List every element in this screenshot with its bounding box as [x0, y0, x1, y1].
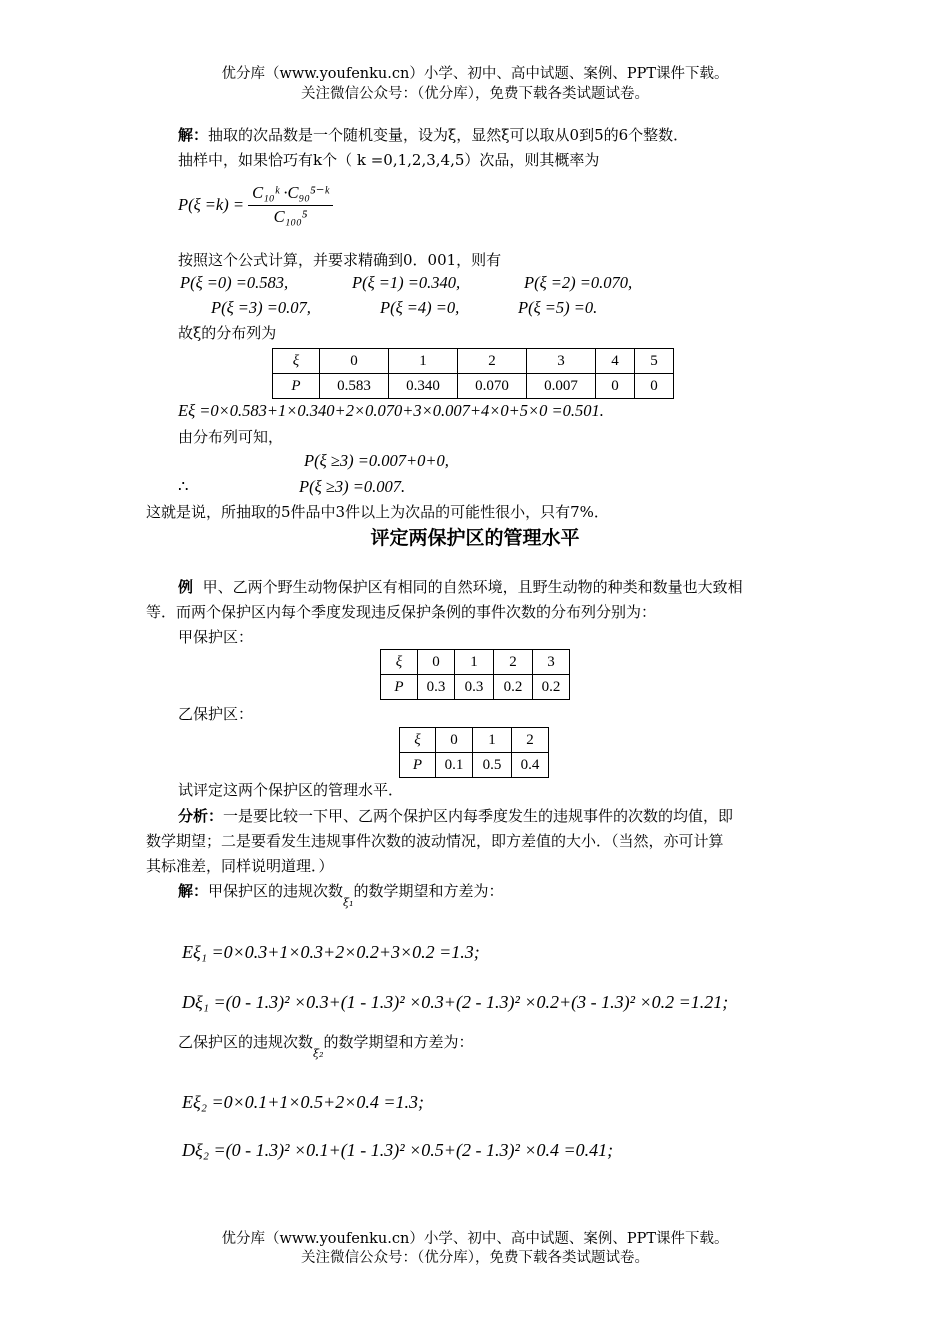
distribution-label: 故ξ的分布列为	[178, 324, 277, 342]
section-title: 评定两保护区的管理水平	[370, 527, 580, 549]
table-cell: 5	[635, 349, 674, 374]
table-reserve-b	[399, 727, 549, 778]
table-cell: 0.4	[512, 753, 549, 778]
table-cell: 2	[512, 728, 549, 753]
prob-k5: P(ξ =5) =0.	[518, 298, 598, 317]
table-cell: 0	[320, 349, 389, 374]
solution-b-post: 的数学期望和方差为：	[323, 1033, 474, 1051]
table-cell: 2	[494, 650, 533, 675]
prob-k2: P(ξ =2) =0.070,	[524, 273, 633, 292]
formula-numerator: C₁₀ᵏ ·C₉₀⁵⁻ᵏ	[248, 184, 333, 206]
example-line-1	[178, 579, 743, 596]
table-cell: 0.2	[533, 675, 570, 700]
table-reserve-a	[380, 649, 570, 700]
sampling-line: 抽样中，如果恰巧有k个（ k =0,1,2,3,4,5）次品，则其概率为	[178, 151, 600, 169]
table-row	[400, 753, 549, 778]
table-cell: ξ	[381, 650, 418, 675]
solution-intro	[178, 127, 688, 144]
question-line: 试评定这两个保护区的管理水平．	[178, 781, 404, 799]
compute-line: 按照这个公式计算，并要求精确到0．001，则有	[178, 251, 502, 269]
prob-k0: P(ξ =0) =0.583,	[180, 273, 289, 292]
solution-label-2: 解：	[178, 882, 209, 900]
table-cell: ξ	[273, 349, 320, 374]
table-cell: 0.3	[418, 675, 455, 700]
variance-a: Dξ₁ =(0 - 1.3)² ×0.3+(1 - 1.3)² ×0.3+(2 - 1.3)² ×0.2+(3 - 1.3)² ×0.2 =1.21;	[182, 992, 729, 1012]
table-cell: 0.340	[389, 374, 458, 399]
xi2-symbol: ξ₂	[313, 1047, 324, 1060]
example-text-1: 甲、乙两个野生动物保护区有相同的自然环境，且野生动物的种类和数量也大致相	[202, 578, 743, 596]
table-row	[400, 728, 549, 753]
solution-a-pre: 甲保护区的违规次数	[208, 882, 344, 900]
analysis-line-2: 数学期望；二是要看发生违规事件次数的波动情况，即方差值的大小．（当然，亦可计算	[146, 832, 724, 850]
table-cell: 0.007	[527, 374, 596, 399]
table-cell: 0.5	[473, 753, 512, 778]
analysis-line-3: 其标准差，同样说明道理．）	[146, 857, 334, 875]
table-cell: 0	[418, 650, 455, 675]
table-cell: 0.3	[455, 675, 494, 700]
table-cell: P	[273, 374, 320, 399]
expectation-line: Eξ =0×0.583+1×0.340+2×0.070+3×0.007+4×0+5×0 =0.501.	[178, 401, 604, 420]
header-line-1: 优分库（www.youfenku.cn）小学、初中、高中试题、案例、PPT课件下载。	[221, 66, 729, 82]
prob-k1: P(ξ =1) =0.340,	[352, 273, 461, 292]
expectation-b: Eξ₂ =0×0.1+1×0.5+2×0.4 =1.3;	[182, 1092, 424, 1112]
reserve-a-label: 甲保护区：	[178, 628, 254, 646]
distribution-table	[272, 348, 674, 399]
table-row	[273, 374, 674, 399]
table-cell: 0.583	[320, 374, 389, 399]
solution-text: 抽取的次品数是一个随机变量，设为ξ，显然ξ可以取从0到5的6个整数．	[208, 126, 689, 144]
table-cell: 2	[458, 349, 527, 374]
xi1-symbol: ξ₁	[343, 896, 354, 909]
table-cell: 0.1	[436, 753, 473, 778]
table-cell: 3	[533, 650, 570, 675]
table-cell: 0.070	[458, 374, 527, 399]
from-dist-line: 由分布列可知，	[178, 428, 284, 446]
table-cell: 3	[527, 349, 596, 374]
table-cell: 0	[596, 374, 635, 399]
probability-formula	[178, 184, 333, 227]
example-label: 例	[178, 578, 194, 596]
formula-fraction	[248, 184, 333, 227]
table-cell: 1	[473, 728, 512, 753]
variance-b: Dξ₂ =(0 - 1.3)² ×0.1+(1 - 1.3)² ×0.5+(2 - 1.3)² ×0.4 =0.41;	[182, 1140, 614, 1160]
footer-line-2: 关注微信公众号：（优分库），免费下载各类试题试卷。	[301, 1250, 649, 1266]
table-cell: 0	[436, 728, 473, 753]
solution-a-post: 的数学期望和方差为：	[353, 882, 504, 900]
conclusion-line: 这就是说，所抽取的5件品中3件以上为次品的可能性很小，只有7%．	[146, 503, 609, 521]
footer-line-1: 优分库（www.youfenku.cn）小学、初中、高中试题、案例、PPT课件下载。	[221, 1231, 729, 1247]
solution-label: 解：	[178, 126, 209, 144]
table-cell: 0.2	[494, 675, 533, 700]
analysis-text-1: 一是要比较一下甲、乙两个保护区内每季度发生的违规事件的次数的均值，即	[223, 807, 734, 825]
table-cell: ξ	[400, 728, 436, 753]
table-cell: P	[381, 675, 418, 700]
table-cell: 4	[596, 349, 635, 374]
table-cell: 1	[389, 349, 458, 374]
table-row	[273, 349, 674, 374]
table-cell: 1	[455, 650, 494, 675]
formula-lhs: P(ξ =k) =	[178, 194, 244, 214]
analysis-label: 分析：	[178, 807, 224, 825]
prob-k3: P(ξ =3) =0.07,	[211, 298, 311, 317]
formula-denominator: C₁₀₀⁵	[273, 206, 308, 226]
table-row	[381, 675, 570, 700]
prob-ge3-sum: P(ξ ≥3) =0.007+0+0,	[304, 451, 449, 470]
prob-k4: P(ξ =4) =0,	[380, 298, 460, 317]
example-line-2: 等．而两个保护区内每个季度发现违反保护条例的事件次数的分布列分别为：	[146, 603, 657, 621]
table-cell: P	[400, 753, 436, 778]
reserve-b-label: 乙保护区：	[178, 705, 254, 723]
expectation-a: Eξ₁ =0×0.3+1×0.3+2×0.2+3×0.2 =1.3;	[182, 942, 480, 962]
analysis-line-1	[178, 808, 733, 825]
solution-b-pre: 乙保护区的违规次数	[178, 1033, 314, 1051]
therefore-symbol: ∴	[178, 477, 189, 496]
table-cell: 0	[635, 374, 674, 399]
prob-ge3-result: P(ξ ≥3) =0.007.	[299, 477, 406, 496]
table-row	[381, 650, 570, 675]
header-line-2: 关注微信公众号：（优分库），免费下载各类试题试卷。	[301, 86, 649, 102]
